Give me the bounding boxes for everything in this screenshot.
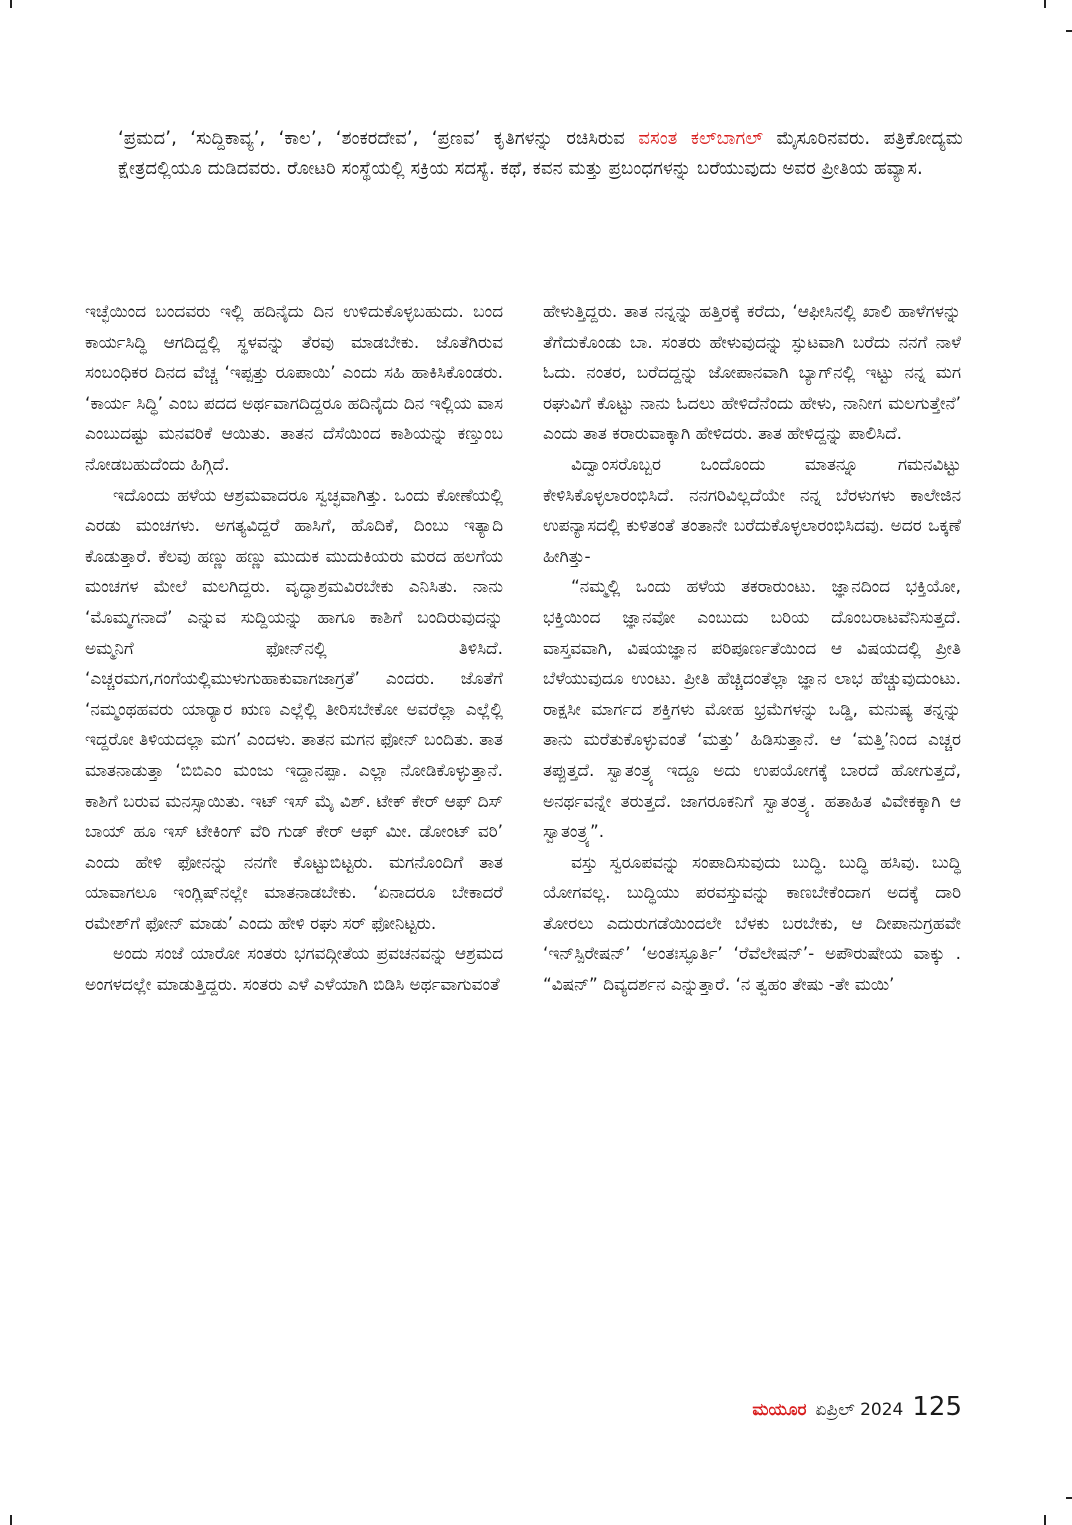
issue-date: ಏಪ್ರಿಲ್ 2024	[815, 1400, 904, 1420]
page-footer	[752, 1392, 962, 1422]
page-number: 125	[912, 1392, 962, 1422]
right-column	[543, 296, 961, 1000]
paragraph: ಇಚ್ಛೆಯಿಂದ ಬಂದವರು ಇಲ್ಲಿ ಹದಿನೈದು ದಿನ ಉಳಿದುಕೊಳ್ಳಬಹುದು. ಬಂದ ಕಾರ್ಯಸಿದ್ಧಿ ಆಗದಿದ್ದಲ್ಲಿ ಸ್ಥಳವನ್ನು ತೆರವು ಮಾಡಬೇಕು. ಜೊತೆಗಿರುವ ಸಂಬಂಧಿಕರ ದಿನದ ವೆಚ್ಚ ‘ಇಪ್ಪತ್ತು ರೂಪಾಯಿ’ ಎಂದು ಸಹಿ ಹಾಕಿಸಿಕೊಂಡರು. ‘ಕಾರ್ಯ ಸಿದ್ಧಿ’ ಎಂಬ ಪದದ ಅರ್ಥವಾಗದಿದ್ದರೂ ಹದಿನೈದು ದಿನ ಇಲ್ಲಿಯ ವಾಸ ಎಂಬುದಷ್ಟು ಮನವರಿಕೆ ಆಯಿತು. ತಾತನ ದೆಸೆಯಿಂದ ಕಾಶಿಯನ್ನು ಕಣ್ತುಂಬ ನೋಡಬಹುದೆಂದು ಹಿಗ್ಗಿದೆ.	[85, 301, 503, 474]
paragraph: ಹೇಳುತ್ತಿದ್ದರು. ತಾತ ನನ್ನನ್ನು ಹತ್ತಿರಕ್ಕೆ ಕರೆದು, ‘ಆಫೀಸಿನಲ್ಲಿ ಖಾಲಿ ಹಾಳೆಗಳನ್ನು ತೆಗೆದುಕೊಂಡು ಬಾ. ಸಂತರು ಹೇಳುವುದನ್ನು ಸ್ಫುಟವಾಗಿ ಬರೆದು ನನಗೆ ನಾಳೆ ಓದು. ನಂತರ, ಬರೆದದ್ದನ್ನು ಜೋಪಾನವಾಗಿ ಬ್ಯಾಗ್‌ನಲ್ಲಿ ಇಟ್ಟು ನನ್ನ ಮಗ ರಘುವಿಗೆ ಕೊಟ್ಟು ನಾನು ಓದಲು ಹೇಳಿದೆನೆಂದು ಹೇಳು, ನಾನೀಗ ಮಲಗುತ್ತೇನೆ’ ಎಂದು ತಾತ ಕರಾರುವಾಕ್ಕಾಗಿ ಹೇಳಿದರು. ತಾತ ಹೇಳಿದ್ದನ್ನು ಪಾಲಿಸಿದೆ.	[543, 301, 961, 444]
intro-text-before: ‘ಪ್ರಮದ’, ‘ಸುದ್ದಿಕಾವ್ಯ’, ‘ಕಾಲ’, ‘ಶಂಕರದೇವ’, ‘ಪ್ರಣವ’ ಕೃತಿಗಳನ್ನು ರಚಿಸಿರುವ	[118, 128, 639, 149]
paragraph: “ನಮ್ಮಲ್ಲಿ ಒಂದು ಹಳೆಯ ತಕರಾರುಂಟು. ಜ್ಞಾನದಿಂದ ಭಕ್ತಿಯೋ, ಭಕ್ತಿಯಿಂದ ಜ್ಞಾನವೋ ಎಂಬುದು ಬರಿಯ ದೊಂಬರಾಟವೆನಿಸುತ್ತದೆ. ವಾಸ್ತವವಾಗಿ, ವಿಷಯಜ್ಞಾನ ಪರಿಪೂರ್ಣತೆಯಿಂದ ಆ ವಿಷಯದಲ್ಲಿ ಪ್ರೀತಿ ಬೆಳೆಯುವುದೂ ಉಂಟು. ಪ್ರೀತಿ ಹೆಚ್ಚಿದಂತೆಲ್ಲಾ ಜ್ಞಾನ ಲಾಭ ಹೆಚ್ಚುವುದುಂಟು. ರಾಕ್ಷಸೀ ಮಾರ್ಗದ ಶಕ್ತಿಗಳು ಮೋಹ ಭ್ರಮೆಗಳನ್ನು ಒಡ್ಡಿ, ಮನುಷ್ಯ ತನ್ನನ್ನು ತಾನು ಮರೆತುಕೊಳ್ಳುವಂತೆ ‘ಮತ್ತು’ ಹಿಡಿಸುತ್ತಾನೆ. ಆ ‘ಮತ್ತಿ’ನಿಂದ ಎಚ್ಚರ ತಪ್ಪುತ್ತದೆ. ಸ್ವಾತಂತ್ರ್ಯ ಇದ್ದೂ ಅದು ಉಪಯೋಗಕ್ಕೆ ಬಾರದೆ ಹೋಗುತ್ತದೆ, ಅನರ್ಥವನ್ನೇ ತರುತ್ತದೆ. ಜಾಗರೂಕನಿಗೆ ಸ್ವಾತಂತ್ರ್ಯ. ಹತಾಹಿತ ವಿವೇಕಕ್ಕಾಗಿ ಆ ಸ್ವಾತಂತ್ರ್ಯ”.	[543, 576, 961, 842]
crop-mark-right-upper	[1066, 30, 1072, 32]
author-name: ವಸಂತ ಕಲ್‌ಬಾಗಲ್	[638, 128, 764, 149]
paragraph: ಅಂದು ಸಂಜೆ ಯಾರೋ ಸಂತರು ಭಗವದ್ಗೀತೆಯ ಪ್ರವಚನವನ್ನು ಆಶ್ರಮದ ಅಂಗಳದಲ್ಲೇ ಮಾಡುತ್ತಿದ್ದರು. ಸಂತರು ಎಳೆ ಎಳೆಯಾಗಿ ಬಿಡಿಸಿ ಅರ್ಥವಾಗುವಂತೆ	[85, 943, 503, 995]
paragraph: ವಿದ್ವಾಂಸರೊಬ್ಬರ ಒಂದೊಂದು ಮಾತನ್ನೂ ಗಮನವಿಟ್ಟು ಕೇಳಿಸಿಕೊಳ್ಳಲಾರಂಭಿಸಿದೆ. ನನಗರಿವಿಲ್ಲದೆಯೇ ನನ್ನ ಬೆರಳುಗಳು ಕಾಲೇಜಿನ ಉಪನ್ಯಾಸದಲ್ಲಿ ಕುಳಿತಂತೆ ತಂತಾನೇ ಬರೆದುಕೊಳ್ಳಲಾರಂಭಿಸಿದವು. ಅದರ ಒಕ್ಕಣೆ ಹೀಗಿತ್ತು-	[543, 453, 961, 566]
crop-mark-bottom-left	[10, 1515, 12, 1525]
crop-mark-bottom-right	[1044, 1515, 1046, 1525]
left-column	[85, 296, 503, 1000]
crop-mark-top-right	[1044, 0, 1046, 8]
intro-text-after: ಮೈಸೂರಿನವರು. ಪತ್ರಿಕೋದ್ಯಮ ಕ್ಷೇತ್ರದಲ್ಲಿಯೂ ದುಡಿದವರು. ರೋಟರಿ ಸಂಸ್ಥೆಯಲ್ಲಿ ಸಕ್ರಿಯ ಸದಸ್ಯೆ. ಕಥೆ, ಕವನ ಮತ್ತು ಪ್ರಬಂಧಗಳನ್ನು ಬರೆಯುವುದು ಅವರ ಪ್ರೀತಿಯ ಹವ್ಯಾಸ.	[118, 128, 963, 179]
crop-mark-top-left	[10, 0, 12, 8]
magazine-logo: ಮಯೂರ	[752, 1400, 807, 1420]
crop-mark-right-lower	[1066, 1497, 1072, 1499]
author-intro	[118, 124, 963, 183]
paragraph: ಇದೊಂದು ಹಳೆಯ ಆಶ್ರಮವಾದರೂ ಸ್ವಚ್ಛವಾಗಿತ್ತು. ಒಂದು ಕೋಣೆಯಲ್ಲಿ ಎರಡು ಮಂಚಗಳು. ಅಗತ್ಯವಿದ್ದರೆ ಹಾಸಿಗೆ, ಹೊದಿಕೆ, ದಿಂಬು ಇತ್ಯಾದಿ ಕೊಡುತ್ತಾರೆ. ಕೆಲವು ಹಣ್ಣು ಹಣ್ಣು ಮುದುಕ ಮುದುಕಿಯರು ಮರದ ಹಲಗೆಯ ಮಂಚಗಳ ಮೇಲೆ ಮಲಗಿದ್ದರು. ವೃದ್ಧಾಶ್ರಮವಿರಬೇಕು ಎನಿಸಿತು. ನಾನು ‘ಮೊಮ್ಮಗನಾದೆ’ ಎನ್ನುವ ಸುದ್ದಿಯನ್ನು ಹಾಗೂ ಕಾಶಿಗೆ ಬಂದಿರುವುದನ್ನು ಅಮ್ಮನಿಗೆ ಫೋನ್‌ನಲ್ಲಿ ತಿಳಿಸಿದೆ. ‘ಎಚ್ಚರಮಗ,ಗಂಗೆಯಲ್ಲಿಮುಳುಗುಹಾಕುವಾಗಜಾಗ್ರತೆ’ ಎಂದರು. ಜೊತೆಗೆ ‘ನಮ್ಮಂಥಹವರು ಯಾರ್‍ಯಾರ ಋಣ ಎಲ್ಲೆಲ್ಲಿ ತೀರಿಸಬೇಕೋ ಅವರೆಲ್ಲಾ ಎಲ್ಲೆಲ್ಲಿ ಇದ್ದರೋ ತಿಳಿಯದಲ್ಲಾ ಮಗ’ ಎಂದಳು. ತಾತನ ಮಗನ ಫೋನ್ ಬಂದಿತು. ತಾತ ಮಾತನಾಡುತ್ತಾ ‘ಬಿಬಿಎಂ ಮಂಜು ಇದ್ದಾನಪ್ಪಾ. ಎಲ್ಲಾ ನೋಡಿಕೊಳ್ಳುತ್ತಾನೆ. ಕಾಶಿಗೆ ಬರುವ ಮನಸ್ಸಾಯಿತು. ಇಟ್ ಇಸ್ ಮೈ ವಿಶ್. ಟೇಕ್ ಕೇರ್ ಆಫ್ ದಿಸ್ ಬಾಯ್ ಹೂ ಇಸ್ ಟೇಕಿಂಗ್ ವೆರಿ ಗುಡ್ ಕೇರ್ ಆಫ್ ಮೀ. ಡೋಂಟ್ ವರಿ’ ಎಂದು ಹೇಳಿ ಫೋನನ್ನು ನನಗೇ ಕೊಟ್ಟುಬಿಟ್ಟರು. ಮಗನೊಂದಿಗೆ ತಾತ ಯಾವಾಗಲೂ ಇಂಗ್ಲಿಷ್‌ನಲ್ಲೇ ಮಾತನಾಡಬೇಕು. ‘ಏನಾದರೂ ಬೇಕಾದರೆ ರಮೇಶ್‌ಗೆ ಫೋನ್ ಮಾಡು’ ಎಂದು ಹೇಳಿ ರಘು ಸರ್ ಫೋನಿಟ್ಟರು.	[85, 484, 503, 933]
paragraph: ವಸ್ತು ಸ್ವರೂಪವನ್ನು ಸಂಪಾದಿಸುವುದು ಬುದ್ಧಿ. ಬುದ್ಧಿ ಹಸಿವು. ಬುದ್ಧಿ ಯೋಗವಲ್ಲ. ಬುದ್ಧಿಯು ಪರವಸ್ತುವನ್ನು ಕಾಣಬೇಕೆಂದಾಗ ಅದಕ್ಕೆ ದಾರಿ ತೋರಲು ಎದುರುಗಡೆಯಿಂದಲೇ ಬೆಳಕು ಬರಬೇಕು, ಆ ದೀಪಾನುಗ್ರಹವೇ ‘ಇನ್‌ಸ್ಪಿರೇಷನ್’ ‘ಅಂತಃಸ್ಫೂರ್ತಿ’ ‘ರೆವೆಲೇಷನ್’- ಅಪೌರುಷೇಯ ವಾಕ್ಕು . “ವಿಷನ್” ದಿವ್ಯದರ್ಶನ ಎನ್ನುತ್ತಾರೆ. ‘ನ ತ್ವಹಂ ತೇಷು -ತೇ ಮಯಿ’	[543, 851, 961, 995]
